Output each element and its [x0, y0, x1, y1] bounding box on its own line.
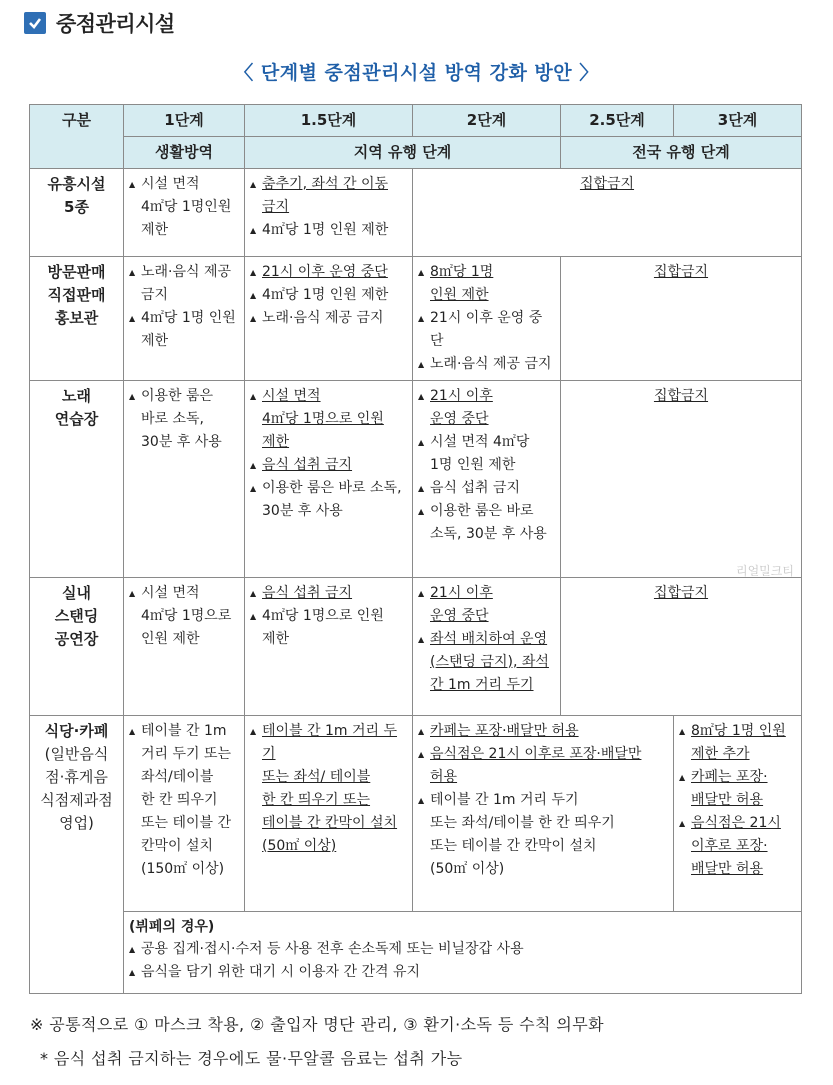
cell-restaurant-3: ▲ 8㎡당 1명 인원 제한 추가 ▲ 카페는 포장· 배달만 허용 ▲ 음식점은 21시 이후로 포장· 배달만 허용 — [674, 716, 802, 912]
cell-standing-venue-1: ▲ 시설 면적 4㎡당 1명으로 인원 제한 — [124, 578, 245, 716]
stage-header-2-5: 2.5단계 — [561, 105, 674, 137]
buffet-title: (뷔페의 경우) — [129, 919, 215, 935]
cell-entertainment-ban: 집합금지 — [413, 169, 802, 257]
cell-standing-venue-2: ▲ 21시 이후 운영 중단 ▲ 좌석 배치하여 운영 (스탠딩 금지), 좌석 간 1m 거리 두기 — [413, 578, 561, 716]
stage-header-2: 2단계 — [413, 105, 561, 137]
cell-door-sales-1-5: ▲ 21시 이후 운영 중단 ▲ 4㎡당 1명 인원 제한 ▲ 노래·음식 제공 금지 — [245, 257, 413, 381]
row-label-standing-venue: 실내 스탠딩 공연장 — [30, 578, 124, 716]
checkbox-icon — [24, 12, 46, 34]
cell-karaoke-1-5: ▲ 시설 면적 4㎡당 1명으로 인원 제한 ▲ 음식 섭취 금지 ▲ 이용한 룸은 바로 소독, 30분 후 사용 — [245, 381, 413, 578]
stage-header-1-5: 1.5단계 — [245, 105, 413, 137]
cell-standing-venue-1-5: ▲ 음식 섭취 금지 ▲ 4㎡당 1명으로 인원 제한 — [245, 578, 413, 716]
measures-table — [29, 104, 802, 994]
cell-entertainment-1: ▲ 시설 면적 4㎡당 1명인원 제한 — [124, 169, 245, 257]
buffet-item: ▲ 공용 집게·접시·수저 등 사용 전후 손소독제 또는 비닐장갑 사용 — [129, 938, 796, 961]
footnote-drink: * 음식 섭취 금지하는 경우에도 물·무알콜 음료는 섭취 가능 — [40, 1049, 463, 1068]
level-header-daily: 생활방역 — [124, 137, 245, 169]
row-label-entertainment: 유흥시설 5종 — [30, 169, 124, 257]
level-header-national: 전국 유행 단계 — [561, 137, 802, 169]
cell-door-sales-1: ▲ 노래·음식 제공 금지 ▲ 4㎡당 1명 인원 제한 — [124, 257, 245, 381]
stage-header-3: 3단계 — [674, 105, 802, 137]
cell-door-sales-2: ▲ 8㎡당 1명 인원 제한 ▲ 21시 이후 운영 중단 ▲ 노래·음식 제공 금지 — [413, 257, 561, 381]
buffet-item: ▲ 음식을 담기 위한 대기 시 이용자 간 간격 유지 — [129, 961, 796, 984]
footnote-common: ※ 공통적으로 ① 마스크 착용, ② 출입자 명단 관리, ③ 환기·소독 등 수칙 의무화 — [30, 1015, 604, 1034]
cell-restaurant-1-5: ▲ 테이블 간 1m 거리 두기 또는 좌석/ 테이블 한 칸 띄우기 또는 테이블 간 칸막이 설치 (50㎡ 이상) — [245, 716, 413, 912]
col-header-category: 구분 — [30, 105, 124, 169]
cell-door-sales-ban: 집합금지 — [561, 257, 802, 381]
row-label-restaurant: 식당·카페 (일반음식 점·휴게음 식점제과점 영업) — [30, 716, 124, 994]
section-title: 중점관리시설 — [56, 12, 175, 36]
row-label-karaoke: 노래 연습장 — [30, 381, 124, 578]
stage-header-1: 1단계 — [124, 105, 245, 137]
cell-karaoke-2: ▲ 21시 이후 운영 중단 ▲ 시설 면적 4㎡당 1명 인원 제한 ▲ 음식 섭취 금지 ▲ 이용한 룸은 바로 소독, 30분 후 사용 — [413, 381, 561, 578]
level-header-regional: 지역 유행 단계 — [245, 137, 561, 169]
cell-restaurant-2: ▲ 카페는 포장·배달만 허용 ▲ 음식점은 21시 이후로 포장·배달만 허용 ▲ 테이블 간 1m 거리 두기 또는 좌석/테이블 한 칸 띄우기 또는 테이블 간 칸막이 설치 (50㎡ 이상) — [413, 716, 674, 912]
cell-restaurant-1: ▲ 테이블 간 1m 거리 두기 또는 좌석/테이블 한 칸 띄우기 또는 테이블 간 칸막이 설치 (150㎡ 이상) — [124, 716, 245, 912]
section-header — [24, 8, 175, 38]
cell-karaoke-1: ▲ 이용한 룸은 바로 소독, 30분 후 사용 — [124, 381, 245, 578]
cell-buffet-note — [124, 912, 802, 994]
cell-standing-venue-ban: 집합금지 — [561, 578, 802, 716]
watermark: 리얼밀크티 — [736, 564, 794, 578]
cell-entertainment-1-5: ▲ 춤추기, 좌석 간 이동 금지 ▲ 4㎡당 1명 인원 제한 — [245, 169, 413, 257]
cell-karaoke-ban: 집합금지 — [561, 381, 802, 578]
row-label-door-sales: 방문판매 직접판매 홍보관 — [30, 257, 124, 381]
table-subtitle: 〈 단계별 중점관리시설 방역 강화 방안 〉 — [234, 62, 599, 84]
